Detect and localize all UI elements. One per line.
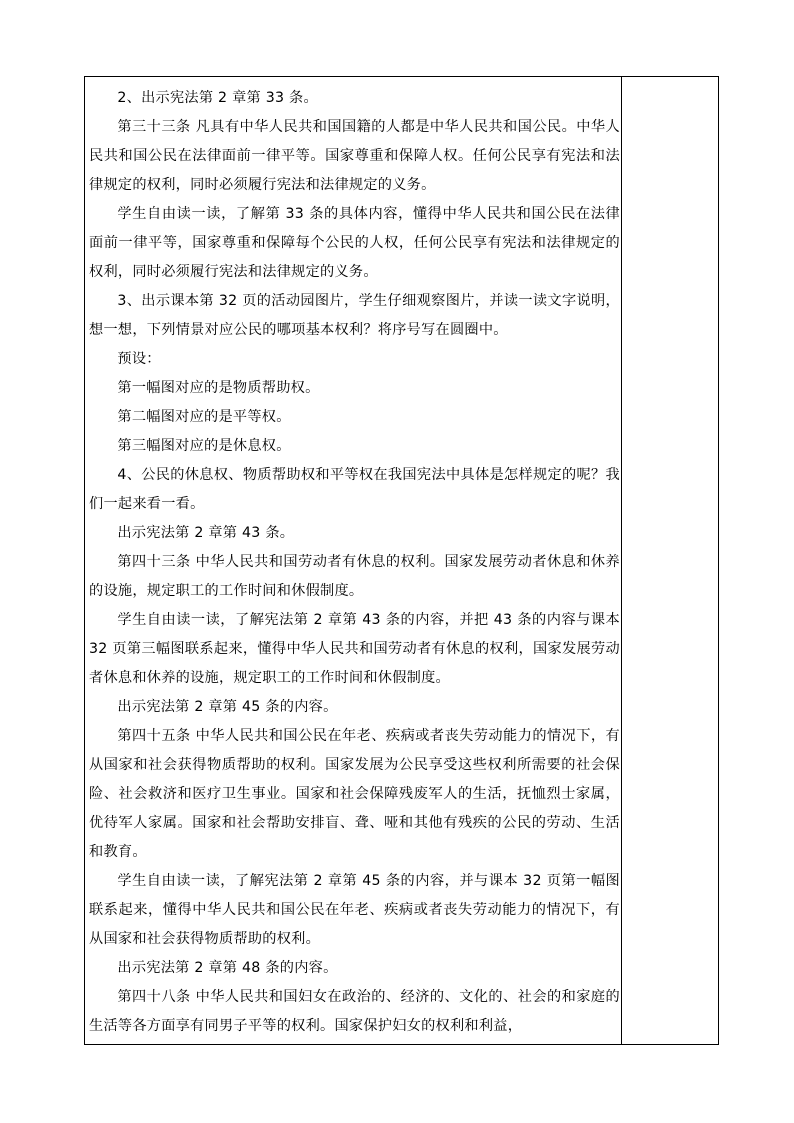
side-notes-cell	[622, 77, 719, 1045]
main-content-cell	[85, 77, 622, 1045]
paragraph: 第三幅图对应的是休息权。	[117, 438, 291, 454]
paragraph: 第三十三条 凡具有中华人民共和国国籍的人都是中华人民共和国公民。中华人民共和国公民在法律面前一律平等。国家尊重和保障人权。任何公民享有宪法和法律规定的权利，同时必须履行宪法和法律规定的义务。	[89, 119, 620, 193]
paragraph: 出示宪法第 2 章第 45 条的内容。	[117, 699, 338, 715]
paragraph: 出示宪法第 2 章第 48 条的内容。	[117, 960, 338, 976]
paragraph: 2、出示宪法第 2 章第 33 条。	[117, 90, 318, 106]
paragraph: 预设：	[117, 351, 161, 367]
lesson-table	[84, 76, 719, 1045]
table-row	[85, 77, 719, 1045]
paragraph: 第二幅图对应的是平等权。	[117, 409, 291, 425]
paragraph: 第四十三条 中华人民共和国劳动者有休息的权利。国家发展劳动者休息和休养的设施，规定职工的工作时间和休假制度。	[89, 554, 620, 599]
paragraph: 学生自由读一读，了解宪法第 2 章第 43 条的内容，并把 43 条的内容与课本 32 页第三幅图联系起来，懂得中华人民共和国劳动者有休息的权利，国家发展劳动者休息和休养的设施，规定职工的工作时间和休假制度。	[89, 612, 620, 686]
paragraph: 第四十五条 中华人民共和国公民在年老、疾病或者丧失劳动能力的情况下，有从国家和社会获得物质帮助的权利。国家发展为公民享受这些权利所需要的社会保险、社会救济和医疗卫生事业。国家和社会保障残废军人的生活，抚恤烈士家属，优待军人家属。国家和社会帮助安排盲、聋、哑和其他有残疾的公民的劳动、生活和教育。	[89, 728, 620, 860]
paragraph: 第一幅图对应的是物质帮助权。	[117, 380, 320, 396]
paragraph: 4、公民的休息权、物质帮助权和平等权在我国宪法中具体是怎样规定的呢？我们一起来看一看。	[89, 467, 620, 512]
paragraph-list	[85, 77, 620, 1041]
paragraph: 学生自由读一读，了解第 33 条的具体内容，懂得中华人民共和国公民在法律面前一律平等，国家尊重和保障每个公民的人权，任何公民享有宪法和法律规定的权利，同时必须履行宪法和法律规定的义务。	[89, 206, 620, 280]
paragraph: 学生自由读一读，了解宪法第 2 章第 45 条的内容，并与课本 32 页第一幅图联系起来，懂得中华人民共和国公民在年老、疾病或者丧失劳动能力的情况下，有从国家和社会获得物质帮助的权利。	[89, 873, 620, 947]
paragraph: 3、出示课本第 32 页的活动园图片，学生仔细观察图片，并读一读文字说明，想一想，下列情景对应公民的哪项基本权利？将序号写在圆圈中。	[89, 293, 620, 338]
paragraph: 第四十八条 中华人民共和国妇女在政治的、经济的、文化的、社会的和家庭的生活等各方面享有同男子平等的权利。国家保护妇女的权利和利益，	[89, 989, 620, 1034]
paragraph: 出示宪法第 2 章第 43 条。	[117, 525, 295, 541]
